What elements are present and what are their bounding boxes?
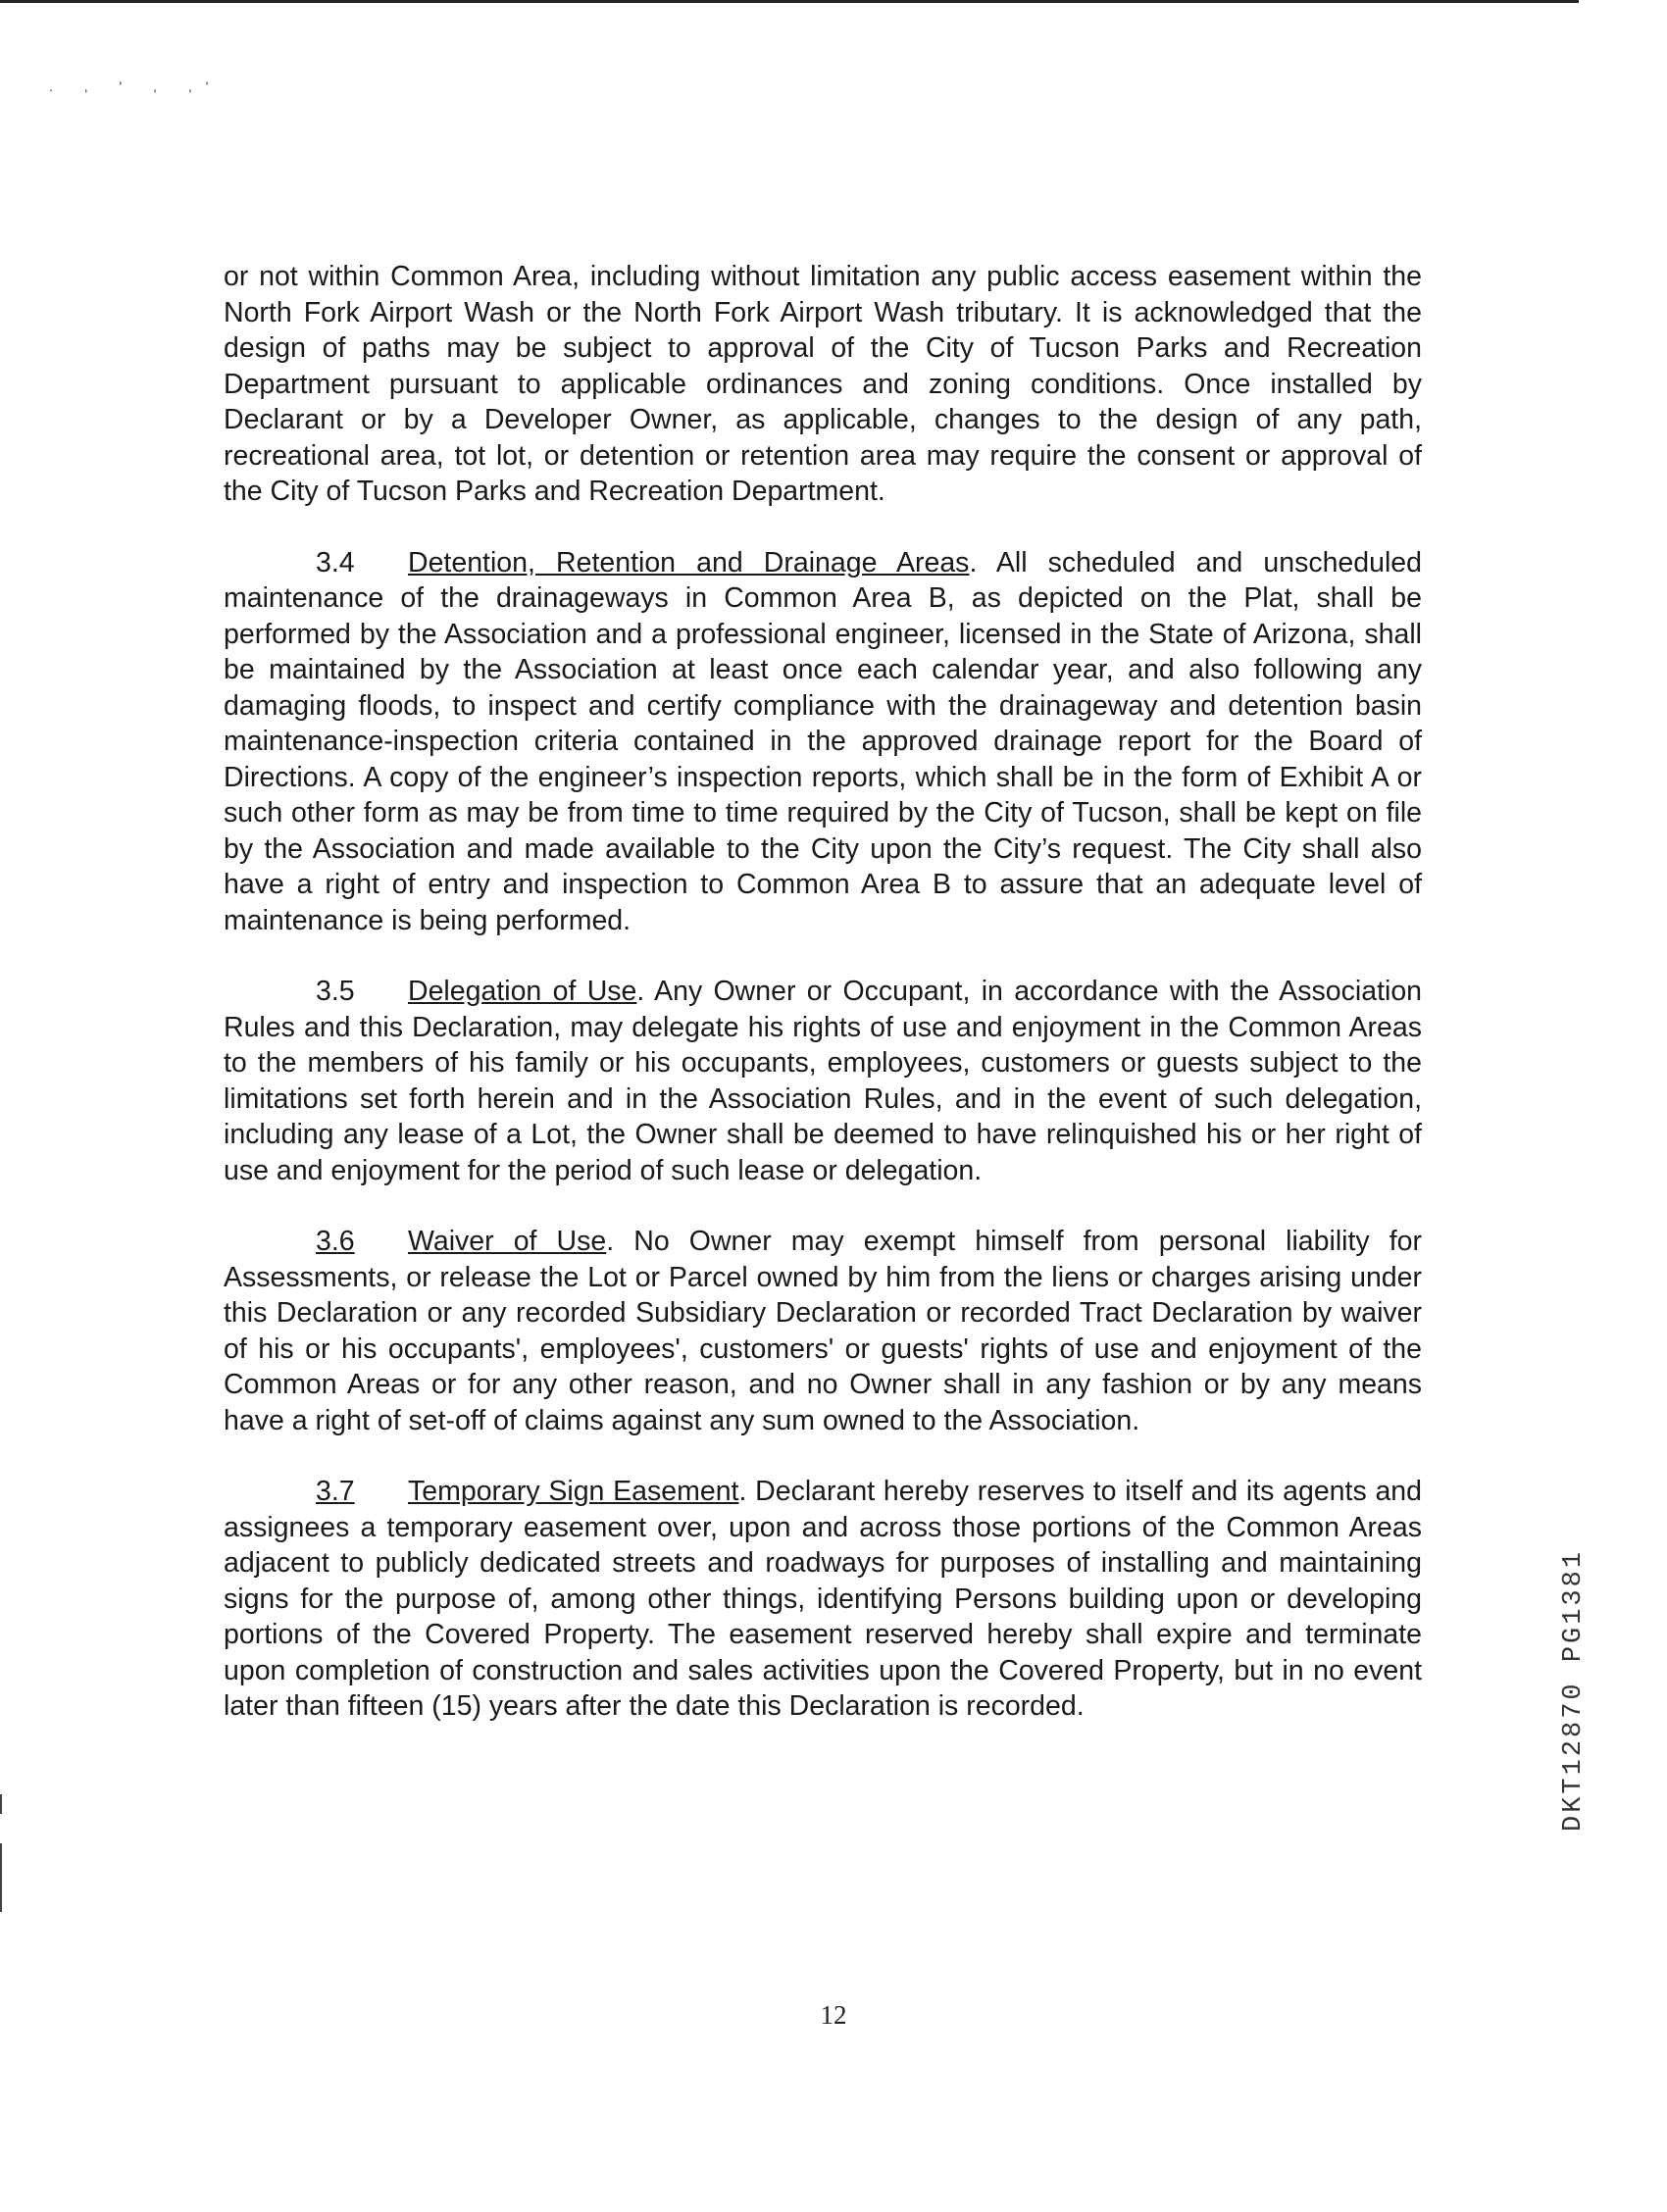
section-body: No Owner may exempt himself from personal liability for Assessments, or release the Lot or Parcel owned by him from the liens or charges arising under this Declaration or any recorded Subsidiary Declaration or recorded Tract Declaration by waiver of his or his occupants', employees', customers' or guests' rights of use and enjoyment of the Common Areas or for any other reason, and no Owner shall in any fashion or by any means have a right of set-off of claims against any sum owned to the Association.	[224, 1226, 1423, 1436]
section-body: All scheduled and unscheduled maintenance of the drainageways in Common Area B, as depicted on the Plat, shall be performed by the Association and a professional engineer, licensed in the State of Arizona, shall be maintained by the Association at least once each calendar year, and also following any damaging floods, to inspect and certify compliance with the drainageway and detention basin maintenance-inspection criteria contained in the approved drainage report for the Board of Directions. A copy of the engineer’s inspection reports, which shall be in the form of Exhibit A or such other form as may be from time to time required by the City of Tucson, shall be kept on file by the Association and made available to the City upon the City’s request. The City shall also have a right of entry and inspection to Common Area B to assure that an adequate level of maintenance is being performed.	[224, 546, 1422, 936]
scan-specks: . , ' , ,'	[49, 78, 223, 94]
section-heading: Waiver of Use	[408, 1226, 607, 1257]
section-number: 3.7	[316, 1476, 355, 1507]
section-3-4: 3.4 Detention, Retention and Drainage Areas. All scheduled and unscheduled maintenance of the drainageways in Common Area B, as depicted on the Plat, shall be performed by the Association and a professional engineer, licensed in the State of Arizona, shall be maintained by the Association at least once each calendar year, and also following any damaging floods, to inspect and certify compliance with the drainageway and detention basin maintenance-inspection criteria contained in the approved drainage report for the Board of Directions. A copy of the engineer’s inspection reports, which shall be in the form of Exhibit A or such other form as may be from time to time required by the City of Tucson, shall be kept on file by the Association and made available to the City upon the City’s request. The City shall also have a right of entry and inspection to Common Area B to assure that an adequate level of maintenance is being performed.	[224, 546, 1422, 936]
page-number: 12	[820, 2000, 847, 2030]
section-number: 3.6	[316, 1226, 355, 1257]
intro-paragraph: or not within Common Area, including without limitation any public access easement within the North Fork Airport Wash or the North Fork Airport Wash tributary. It is acknowledged that the design of paths may be subject to approval of the City of Tucson Parks and Recreation Department pursuant to applicable ordinances and zoning conditions. Once installed by Declarant or by a Developer Owner, as applicable, changes to the design of any path, recreational area, tot lot, or detention or retention area may require the consent or approval of the City of Tucson Parks and Recreation Department.	[224, 261, 1422, 507]
section-body: Any Owner or Occupant, in accordance with the Association Rules and this Declaration, may delegate his rights of use and enjoyment in the Common Areas to the members of his family or his occupants, employees, customers or guests subject to the limitations set forth herein and in the Association Rules, and in the event of such delegation, including any lease of a Lot, the Owner shall be deemed to have relinquished his or her right of use and enjoyment for the period of such lease or delegation.	[224, 976, 1423, 1186]
section-number: 3.5	[316, 976, 355, 1007]
section-heading: Temporary Sign Easement	[408, 1476, 739, 1507]
section-body: Declarant hereby reserves to itself and its agents and assignees a temporary easement over, upon and across those portions of the Common Areas adjacent to publicly dedicated streets and roadways for purposes of installing and maintaining signs for the purpose of, among other things, identifying Persons building upon or developing portions of the Covered Property. The easement reserved hereby shall expire and terminate upon completion of construction and sales activities upon the Covered Property, but in no event later than fifteen (15) years after the date this Declaration is recorded.	[224, 1476, 1422, 1722]
section-heading: Delegation of Use	[408, 976, 637, 1007]
recorder-margin-stamp: DKT12870 PG1381	[1559, 1548, 1589, 1832]
section-3-7: 3.7 Temporary Sign Easement. Declarant hereby reserves to itself and its agents and assignees a temporary easement over, upon and across those portions of the Common Areas adjacent to publicly dedicated streets and roadways for purposes of installing and maintaining signs for the purpose of, among other things, identifying Persons building upon or developing portions of the Covered Property. The easement reserved hereby shall expire and terminate upon completion of construction and sales activities upon the Covered Property, but in no event later than fifteen (15) years after the date this Declaration is recorded.	[224, 1476, 1422, 1722]
section-3-5: 3.5 Delegation of Use. Any Owner or Occupant, in accordance with the Association Rules and this Declaration, may delegate his rights of use and enjoyment in the Common Areas to the members of his family or his occupants, employees, customers or guests subject to the limitations set forth herein and in the Association Rules, and in the event of such delegation, including any lease of a Lot, the Owner shall be deemed to have relinquished his or her right of use and enjoyment for the period of such lease or delegation.	[224, 976, 1423, 1186]
section-number: 3.4	[316, 546, 355, 578]
scan-left-edge-mark	[0, 1794, 2, 1814]
scan-left-edge-mark	[0, 1843, 2, 1912]
scan-top-edge	[0, 0, 1579, 3]
section-heading: Detention, Retention and Drainage Areas	[408, 546, 970, 578]
section-3-6: 3.6 Waiver of Use. No Owner may exempt himself from personal liability for Assessments, or release the Lot or Parcel owned by him from the liens or charges arising under this Declaration or any recorded Subsidiary Declaration or recorded Tract Declaration by waiver of his or his occupants', employees', customers' or guests' rights of use and enjoyment of the Common Areas or for any other reason, and no Owner shall in any fashion or by any means have a right of set-off of claims against any sum owned to the Association.	[224, 1226, 1423, 1436]
document-body	[224, 259, 1422, 1760]
